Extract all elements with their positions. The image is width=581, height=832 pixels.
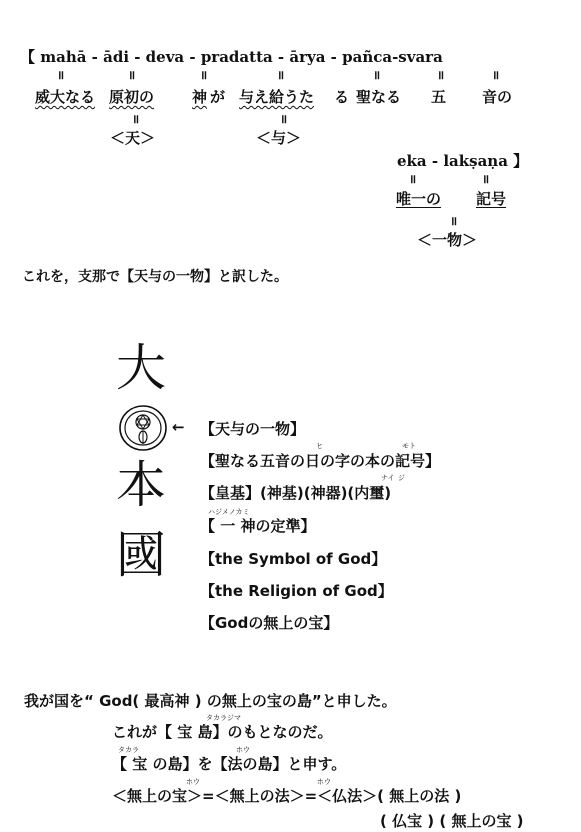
list-item: 【Godの無上の宝】 bbox=[200, 614, 339, 632]
gloss-aadi: 原初の bbox=[109, 88, 155, 106]
ruby-hajimenokami: ハジメノカミ bbox=[208, 508, 250, 516]
gloss-panca: 五 bbox=[431, 88, 447, 106]
equals-mark: ॥ bbox=[482, 172, 490, 186]
ruby-hou: ホウ bbox=[236, 746, 250, 754]
ruby-ji: ジ bbox=[398, 474, 405, 482]
list-item: 【the Symbol of God】 bbox=[200, 550, 387, 568]
yo-label: ＜与＞ bbox=[256, 129, 302, 147]
ruby-hou: ホウ bbox=[317, 778, 331, 786]
list-item: 【皇基】(神基)(神器)(内璽) bbox=[200, 484, 392, 502]
list-item: 【 一 神の定準】 bbox=[200, 517, 316, 535]
sanskrit-line-2: eka - lakṣaṇa 】 bbox=[397, 152, 529, 170]
list-item: 【聖なる五音の日の字の本の記号】 bbox=[200, 452, 441, 470]
ruby-hi: ヒ bbox=[316, 442, 323, 450]
equals-mark: ॥ bbox=[200, 68, 208, 82]
ruby-nai: ナイ bbox=[381, 474, 395, 482]
ichibutsu-label: ＜一物＞ bbox=[417, 231, 478, 249]
gloss-eka: 唯一の bbox=[396, 190, 442, 208]
ruby-moto: モト bbox=[402, 442, 416, 450]
gloss-laksana: 記号 bbox=[476, 190, 507, 208]
bottom-line: 【 宝 の島】を【法の島】と申す。 bbox=[112, 755, 347, 773]
list-item: 【天与の一物】 bbox=[200, 420, 306, 438]
gloss-ga: が bbox=[210, 88, 226, 106]
vertical-title-char: 大 bbox=[116, 339, 166, 397]
gloss-ru: る bbox=[334, 88, 350, 106]
vertical-title-char: 本 bbox=[116, 456, 166, 514]
equals-mark: ॥ bbox=[492, 68, 500, 82]
gloss-deva: 神 bbox=[192, 88, 208, 106]
ruby-hou: ホウ bbox=[186, 778, 200, 786]
equals-mark: ॥ bbox=[277, 68, 285, 82]
pointer-arrow: ← bbox=[172, 418, 185, 436]
gloss-pradatta: 与え給うた bbox=[239, 88, 315, 106]
equals-mark: ॥ bbox=[57, 68, 65, 82]
equals-mark: ॥ bbox=[409, 172, 417, 186]
sanskrit-line-1: 【 mahā - ādi - deva - pradatta - ārya - pañca-svara bbox=[20, 48, 443, 66]
equals-mark: ॥ bbox=[373, 68, 381, 82]
seal-emblem-icon bbox=[118, 404, 168, 452]
bottom-line: 我が国を“ God( 最高神 ) の無上の宝の島”と申した。 bbox=[24, 692, 397, 710]
ruby-takarajima: タカラジマ bbox=[206, 714, 241, 722]
equals-mark: ॥ bbox=[280, 112, 288, 126]
bottom-line: これが【 宝 島】のもとなのだ。 bbox=[112, 723, 333, 741]
bottom-line: ＜無上の宝＞=＜無上の法＞=＜仏法＞( 無上の法 ) bbox=[112, 787, 462, 805]
vertical-title-char: 國 bbox=[116, 526, 166, 584]
equals-mark: ॥ bbox=[450, 214, 458, 228]
gloss-mahaa: 威大なる bbox=[35, 88, 96, 106]
equals-mark: ॥ bbox=[128, 68, 136, 82]
ruby-takara: タカラ bbox=[118, 746, 139, 754]
gloss-svara: 音の bbox=[482, 88, 513, 106]
gloss-aarya: 聖なる bbox=[356, 88, 402, 106]
list-item: 【the Religion of God】 bbox=[200, 582, 393, 600]
ten-label: ＜天＞ bbox=[110, 129, 156, 147]
bottom-line: ( 仏宝 ) ( 無上の宝 ) bbox=[380, 812, 524, 830]
translation-note: これを，支那で【天与の一物】と訳した。 bbox=[22, 269, 288, 285]
equals-mark: ॥ bbox=[437, 68, 445, 82]
equals-mark: ॥ bbox=[132, 112, 140, 126]
